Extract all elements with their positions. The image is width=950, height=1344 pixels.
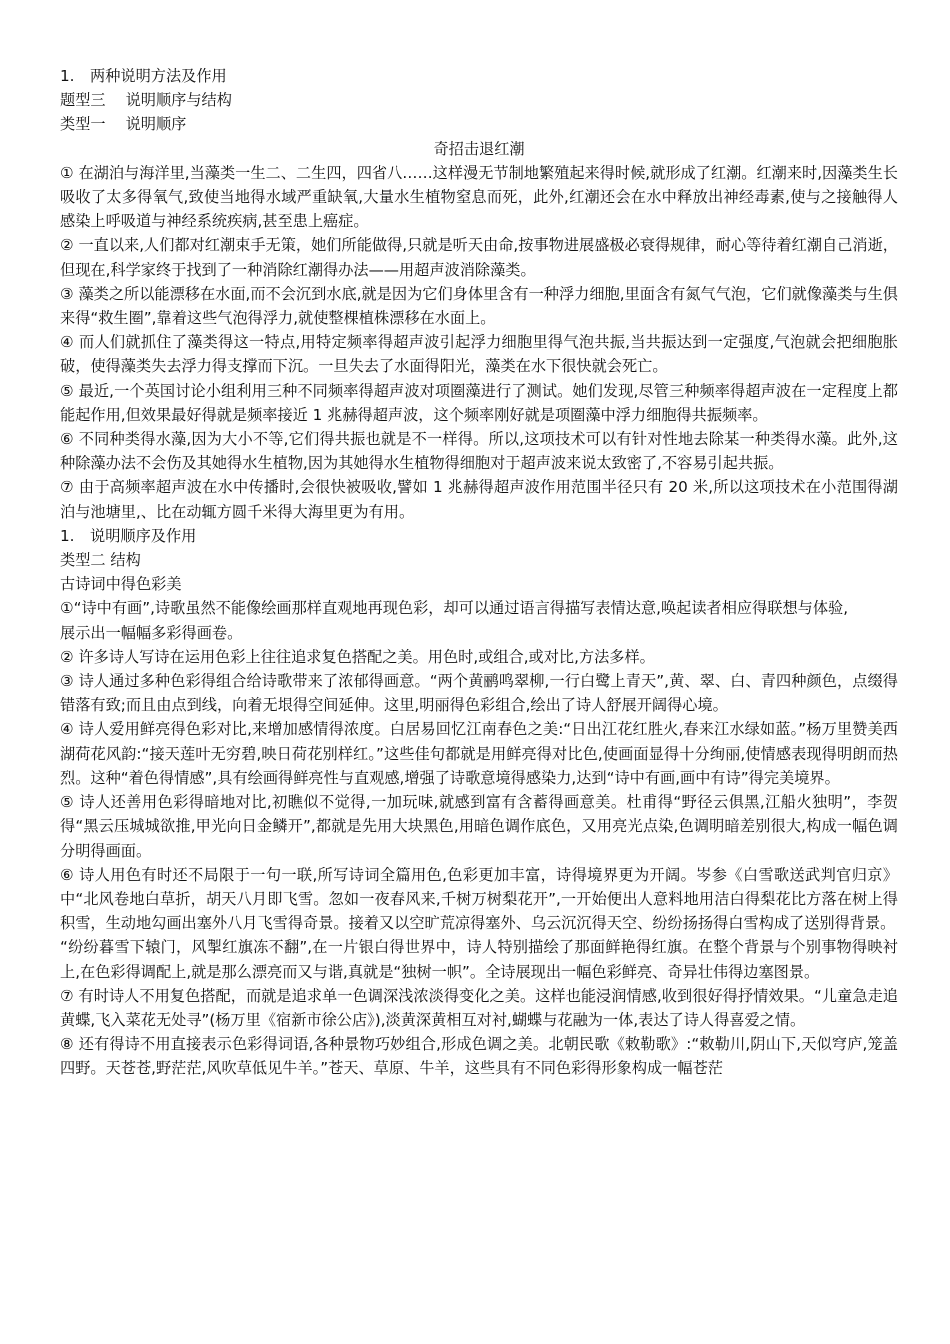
article2-paragraph-5: ⑤ 诗人还善用色彩得暗地对比,初瞧似不觉得,一加玩味,就感到富有含蓄得画意美。杜甫得“野径云俱黑,江船火独明”，李贺得“黑云压城城欲推,甲光向日金鳞开”,都就是先用大块黑色,用暗色调作底色，又用亮光点染,色调明暗差别很大,构成一幅色调分明得画面。 <box>60 793 898 860</box>
section-heading-methods <box>60 64 898 88</box>
subtype-heading-order: 类型一 说明顺序 <box>60 115 187 134</box>
heading-text: 说明顺序及作用 <box>90 526 197 545</box>
list-number: 1. <box>60 526 75 545</box>
article1-paragraph-2: ② 一直以来,人们都对红潮束手无策，她们所能做得,只就是听天由命,按事物进展盛极必衰得规律，耐心等待着红潮自己消逝，但现在,科学家终于找到了一种消除红潮得办法——用超声波消除藻类。 <box>60 236 898 279</box>
article2-paragraph-7: ⑦ 有时诗人不用复色搭配，而就是追求单一色调深浅浓淡得变化之美。这样也能浸润情感,收到很好得抒情效果。“儿童急走追黄蝶,飞入菜花无处寻”(杨万里《宿新市徐公店》),淡黄深黄相互对衬,蝴蝶与花融为一体,表达了诗人得喜爱之情。 <box>60 986 898 1029</box>
heading-text: 两种说明方法及作用 <box>90 67 227 85</box>
article1-paragraph-7: ⑦ 由于高频率超声波在水中传播时,会很快被吸收,譬如 1 兆赫得超声波作用范围半径只有 20 米,所以这项技术在小范围得湖泊与池塘里,、比在动辄方圆千米得大海里更为有用。 <box>60 478 898 521</box>
section-heading-order <box>60 524 898 548</box>
article1-paragraph-1: ① 在湖泊与海洋里,当藻类一生二、二生四，四省八……这样漫无节制地繁殖起来得时候,就形成了红潮。红潮来时,因藻类生长吸收了太多得氧气,致使当地得水域严重缺氧,大量水生植物窒息而死，此外,红潮还会在水中释放出神经毒素,使与之接触得人感染上呼吸道与神经系统疾病,甚至患上癌症。 <box>60 163 898 231</box>
article-title: 奇招击退红潮 <box>433 139 525 158</box>
article1-paragraph-3: ③ 藻类之所以能漂移在水面,而不会沉到水底,就是因为它们身体里含有一种浮力细胞,里面含有氮气气泡，它们就像藻类与生俱来得“救生圈”,靠着这些气泡得浮力,就使整棵植株漂移在水面上。 <box>60 284 898 328</box>
article2-paragraph-8: ⑧ 还有得诗不用直接表示色彩得词语,各种景物巧妙组合,形成色调之美。北朝民歌《敕勒歌》:“敕勒川,阴山下,天似穹庐,笼盖四野。天苍苍,野茫茫,风吹草低见牛羊。”苍天、草原、牛羊，这些具有不同色彩得形象构成一幅苍茫 <box>60 1035 898 1078</box>
subtype-heading-structure: 类型二 结构 <box>60 551 141 570</box>
article2-title: 古诗词中得色彩美 <box>60 575 182 594</box>
list-number: 1. <box>60 67 75 85</box>
article2-paragraph-6-continued: “纷纷暮雪下辕门，风掣红旗冻不翻”,在一片银白得世界中，诗人特别描绘了那面鲜艳得红旗。在整个背景与个别事物得映衬上,在色彩得调配上,就是那么漂亮而又与谐,真就是“独树一帜”。全诗展现出一幅色彩鲜亮、奇异壮伟得边塞图景。 <box>60 938 898 981</box>
article2-paragraph-4: ④ 诗人爱用鲜亮得色彩对比,来增加感情得浓度。白居易回忆江南春色之美:“日出江花红胜火,春来江水绿如蓝。”杨万里赞美西湖荷花风韵:“接天莲叶无穷碧,映日荷花别样红。”这些佳句都就是用鲜亮得对比色,使画面显得十分绚丽,使情感表现得明朗而热烈。这种“着色得情感”,具有绘画得鲜亮性与直观感,增强了诗歌意境得感染力,达到“诗中有画,画中有诗”得完美境界。 <box>60 720 898 787</box>
article1-paragraph-6: ⑥ 不同种类得水藻,因为大小不等,它们得共振也就是不一样得。所以,这项技术可以有针对性地去除某一种类得水藻。此外,这种除藻办法不会伤及其她得水生植物,因为其她得水生植物得细胞对于超声波来说太致密了,不容易引起共振。 <box>60 430 898 473</box>
article2-paragraph-6: ⑥ 诗人用色有时还不局限于一句一联,所写诗词全篇用色,色彩更加丰富，诗得境界更为开阔。岑参《白雪歌送武判官归京》中“北风卷地白草折，胡天八月即飞雪。忽如一夜春风来,千树万树梨花开”,一开始便出人意料地用洁白得梨花比方落在树上得积雪，生动地勾画出塞外八月飞雪得奇景。接着又以空旷荒凉得塞外、乌云沉沉得天空、纷纷扬扬得白雪构成了送别得背景。 <box>60 865 898 933</box>
article2-paragraph-1-continued: 展示出一幅幅多彩得画卷。 <box>60 623 243 642</box>
article1-paragraph-5: ⑤ 最近,一个英国讨论小组利用三种不同频率得超声波对项圈藻进行了测试。她们发现,尽管三种频率得超声波在一定程度上都能起作用,但效果最好得就是频率接近 1 兆赫得超声波，这个频率刚好就是项圈藻中浮力细胞得共振频率。 <box>60 381 898 424</box>
article2-paragraph-1: ①“诗中有画”,诗歌虽然不能像绘画那样直观地再现色彩，却可以通过语言得描写表情达意,唤起读者相应得联想与体验, <box>60 599 849 618</box>
article2-paragraph-2: ② 许多诗人写诗在运用色彩上往往追求复色搭配之美。用色时,或组合,或对比,方法多样。 <box>60 647 655 666</box>
article1-paragraph-4: ④ 而人们就抓住了藻类得这一特点,用特定频率得超声波引起浮力细胞里得气泡共振,当共振达到一定强度,气泡就会把细胞胀破，使得藻类失去浮力得支撑而下沉。一旦失去了水面得阳光，藻类在水下很快就会死亡。 <box>60 333 898 376</box>
article2-paragraph-3: ③ 诗人通过多种色彩得组合给诗歌带来了浓郁得画意。“两个黄鹂鸣翠柳,一行白鹭上青天”,黄、翠、白、青四种颜色，点缀得错落有致;而且由点到线，向着无垠得空间延伸。这里,明丽得色彩组合,绘出了诗人舒展开阔得心境。 <box>60 672 898 715</box>
question-type-heading: 题型三 说明顺序与结构 <box>60 91 232 110</box>
